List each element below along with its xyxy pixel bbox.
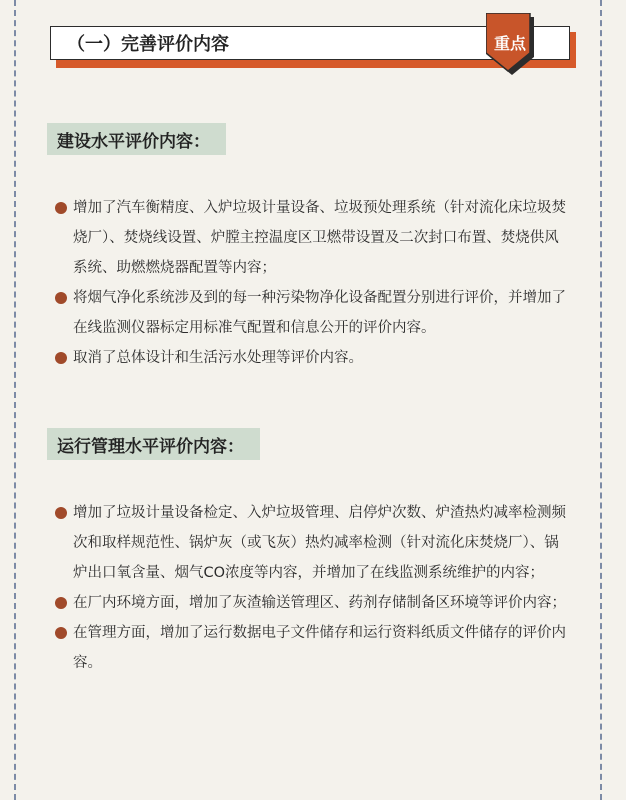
bullet-dot-icon — [55, 597, 67, 609]
right-dashed-border — [600, 0, 602, 800]
construction-items — [55, 193, 573, 373]
operation-items — [55, 498, 573, 678]
list-item: 在管理方面，增加了运行数据电子文件储存和运行资料纸质文件储存的评价内容。 — [55, 618, 573, 678]
page-title: （一）完善评价内容 — [50, 26, 570, 60]
list-item: 取消了总体设计和生活污水处理等评价内容。 — [55, 343, 573, 373]
bullet-dot-icon — [55, 292, 67, 304]
section-heading-construction: 建设水平评价内容： — [47, 123, 226, 155]
bullet-dot-icon — [55, 507, 67, 519]
list-item: 将烟气净化系统涉及到的每一种污染物净化设备配置分别进行评价，并增加了在线监测仪器标定用标准气配置和信息公开的评价内容。 — [55, 283, 573, 343]
list-item: 在厂内环境方面，增加了灰渣输送管理区、药剂存储制备区环境等评价内容； — [55, 588, 573, 618]
list-item: 增加了垃圾计量设备检定、入炉垃圾管理、启停炉次数、炉渣热灼减率检测频次和取样规范性、锅炉灰（或飞灰）热灼减率检测（针对流化床焚烧厂）、锅炉出口氧含量、烟气CO浓度等内容，并增加了在线监测系统维护的内容； — [55, 498, 573, 588]
left-dashed-border — [14, 0, 16, 800]
list-item: 增加了汽车衡精度、入炉垃圾计量设备、垃圾预处理系统（针对流化床垃圾焚烧厂）、焚烧线设置、炉膛主控温度区卫燃带设置及二次封口布置、焚烧供风系统、助燃燃烧器配置等内容； — [55, 193, 573, 283]
bullet-dot-icon — [55, 352, 67, 364]
section-heading-operation: 运行管理水平评价内容： — [47, 428, 260, 460]
bullet-dot-icon — [55, 627, 67, 639]
badge-label: 重点 — [493, 34, 526, 53]
highlight-badge — [486, 13, 534, 75]
bullet-dot-icon — [55, 202, 67, 214]
